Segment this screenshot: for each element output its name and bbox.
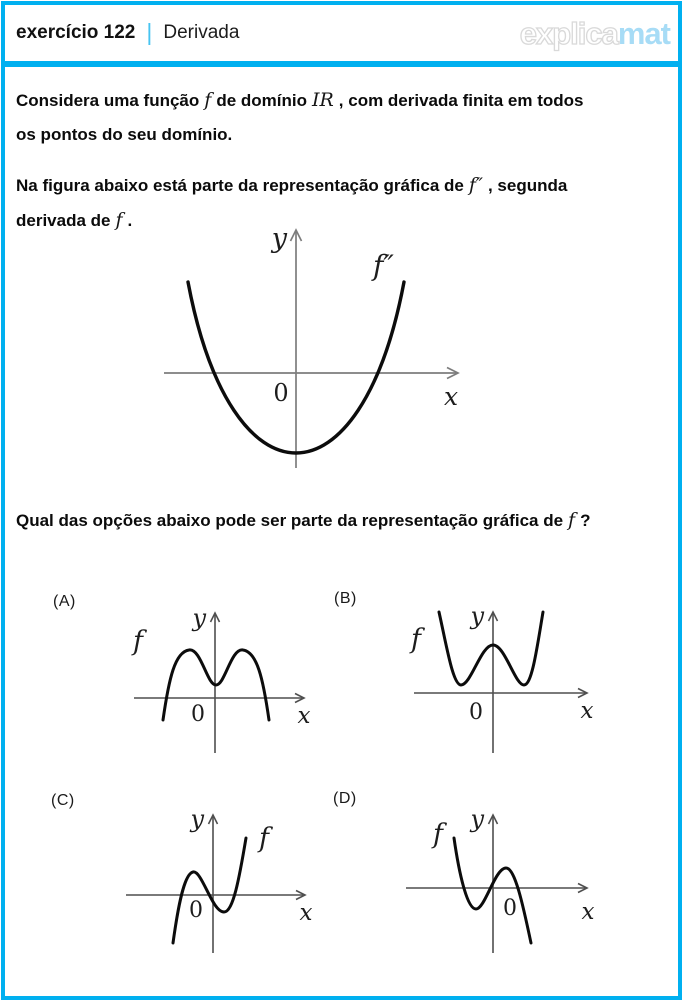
math-f: f <box>204 89 212 111</box>
option-b-label: (B) <box>334 590 357 607</box>
y-axis-label: y <box>192 604 206 632</box>
exercise-number: exercício 122 <box>16 22 136 43</box>
option-b-figure <box>391 588 611 768</box>
intro-paragraph <box>16 83 668 152</box>
math-ir: IR <box>311 89 334 111</box>
explicamat-logo <box>519 15 670 51</box>
curve-label-f: f <box>433 819 443 850</box>
option-c-graph <box>106 795 326 970</box>
title-separator: | <box>146 18 153 45</box>
intro-text-line2: os pontos do seu domínio. <box>16 125 233 144</box>
math-f-2: f <box>115 209 123 231</box>
curve-label-f-second: f″ <box>373 249 394 282</box>
option-c-label: (C) <box>51 792 75 809</box>
logo-text-mat: mat <box>617 15 670 51</box>
x-axis-label: x <box>443 382 459 411</box>
option-c-axes <box>126 815 305 953</box>
question-paragraph <box>16 503 668 538</box>
figintro-text-1: Na figura abaixo está parte da representação gráfica de <box>16 176 464 195</box>
x-axis-label: x <box>299 900 313 926</box>
option-a-label: (A) <box>53 593 76 610</box>
main-axes <box>164 230 458 468</box>
option-b-graph <box>391 588 611 763</box>
option-c-curve <box>173 838 246 943</box>
question-mark: ? <box>580 511 591 530</box>
origin-label: 0 <box>469 700 483 725</box>
intro-text-1: Considera uma função <box>16 91 200 110</box>
main-figure <box>151 225 471 480</box>
second-derivative-graph <box>151 225 471 475</box>
figintro-text-2: , segunda <box>487 176 568 195</box>
option-d-figure <box>391 795 611 975</box>
x-axis-label: x <box>580 698 594 724</box>
option-a-figure <box>111 588 331 768</box>
option-b-axes <box>414 612 587 753</box>
origin-label: 0 <box>191 702 205 727</box>
curve-label-f: f <box>411 624 421 655</box>
math-f-question: f <box>568 509 576 531</box>
curve-label-f: f <box>259 823 269 854</box>
exercise-body <box>1 67 682 1000</box>
logo-text-explica: explica <box>519 15 618 51</box>
option-d-label: (D) <box>333 790 357 807</box>
x-axis-label: x <box>297 703 311 729</box>
option-d-graph <box>391 795 611 970</box>
y-axis-label: y <box>470 602 484 630</box>
figintro-text-3: derivada de <box>16 211 111 230</box>
option-c-figure <box>106 795 326 975</box>
math-f-second: f″ <box>468 174 483 196</box>
option-a-curve <box>163 650 269 720</box>
origin-label: 0 <box>503 896 517 921</box>
curve-label-f: f <box>133 626 143 657</box>
y-axis-label: y <box>271 225 287 254</box>
y-axis-label: y <box>190 805 204 833</box>
figintro-text-4: . <box>127 211 133 230</box>
origin-label: 0 <box>189 898 203 923</box>
y-axis-label: y <box>470 805 484 833</box>
page-title <box>16 19 239 48</box>
question-text: Qual das opções abaixo pode ser parte da representação gráfica de <box>16 511 564 530</box>
x-axis-label: x <box>581 899 595 925</box>
exercise-topic: Derivada <box>163 22 240 43</box>
origin-label: 0 <box>273 379 289 407</box>
option-b-curve <box>439 612 543 685</box>
intro-text-3: , com derivada finita em todos <box>338 91 584 110</box>
intro-text-2: de domínio <box>216 91 307 110</box>
header <box>1 1 682 67</box>
option-a-graph <box>111 588 331 763</box>
